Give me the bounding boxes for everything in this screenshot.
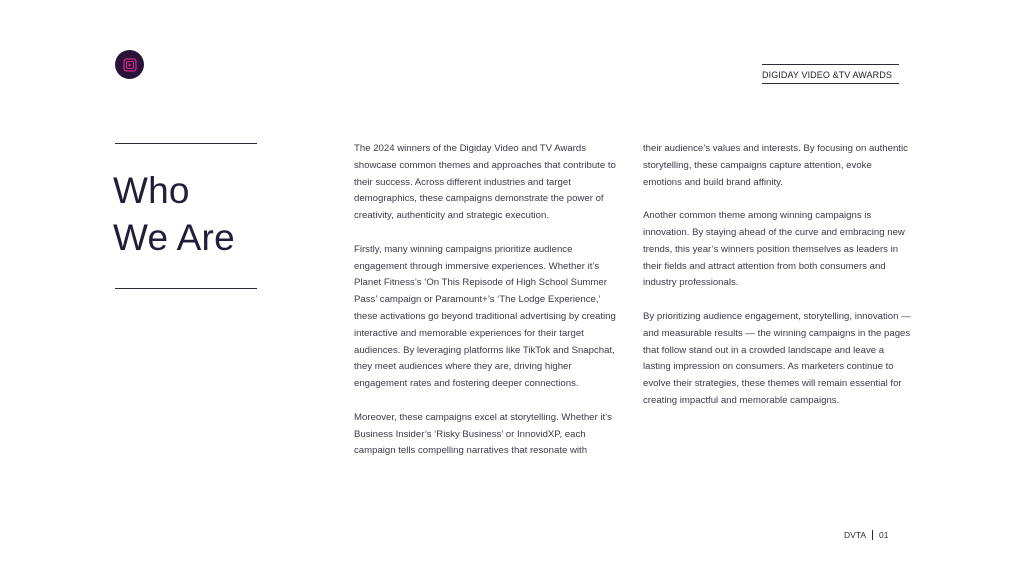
body-column-left: [354, 141, 624, 477]
footer-divider: [872, 530, 873, 540]
footer-label: DVTA: [844, 530, 867, 540]
body-paragraph: Another common theme among winning campaigns is innovation. By staying ahead of the curve and embracing new trends, this year’s winners position themselves as leaders in their fields and attract attention from both consumers and industry professionals.: [643, 210, 905, 289]
body-column-right: [643, 141, 913, 427]
header-award-tag: DIGIDAY VIDEO &TV AWARDS: [762, 64, 899, 84]
page-title-line-2: We Are: [113, 217, 235, 258]
body-paragraph: The 2024 winners of the Digiday Video and TV Awards showcase common themes and approaches that contribute to their success. Across different industries and target demographics, these campaigns demonstrate the power of creativity, authenticity and strategic execution.: [354, 143, 616, 222]
body-paragraph: Firstly, many winning campaigns prioritize audience engagement through immersive experiences. Whether it’s Planet Fitness’s ‘On This Repisode of High School Summer Pass’ campaign or Paramount+’s ‘The Lodge Experience,’ these activations go beyond traditional advertising by creating interactive and memorable experiences for their target audiences. By leveraging platforms like TikTok and Snapchat, they meet audiences where they are, driving higher engagement rates and fostering deeper connections.: [354, 243, 616, 390]
d-mark-icon: [121, 56, 139, 74]
body-paragraph: By prioritizing audience engagement, storytelling, innovation — and measurable results — the winning campaigns in the pages that follow stand out in a crowded landscape and leave a lasting impression on consumers. As marketers continue to evolve their strategies, these themes will remain essential for creating impactful and memorable campaigns.: [643, 310, 911, 406]
body-paragraph: Moreover, these campaigns excel at storytelling. Whether it’s Business Insider’s ‘Risky Business’ or InnovidXP, each campaign tells compelling narratives that resonate with: [354, 411, 612, 457]
digiday-logo-icon: [115, 50, 144, 79]
title-rule-bottom: [115, 288, 257, 289]
page-title: [113, 167, 235, 261]
page-footer: [844, 530, 889, 540]
title-rule-top: [115, 143, 257, 144]
page-title-line-1: Who: [113, 170, 190, 211]
body-paragraph: their audience’s values and interests. By focusing on authentic storytelling, these campaigns capture attention, evoke emotions and build brand affinity.: [643, 143, 908, 188]
page-number: 01: [879, 530, 889, 540]
